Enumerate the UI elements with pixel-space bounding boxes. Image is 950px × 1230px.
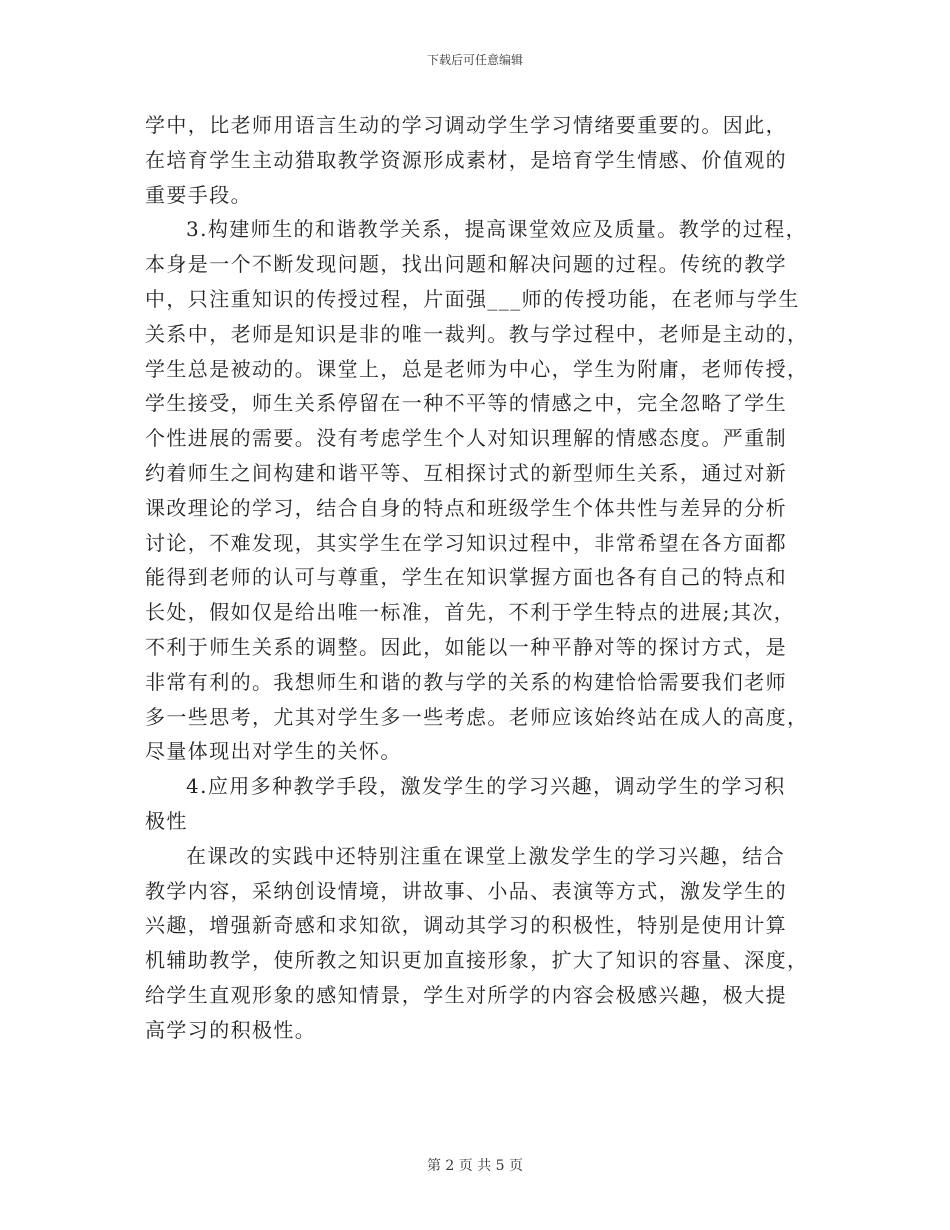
text-line: 关系中，老师是知识是非的唯一裁判。教与学过程中，老师是主动的， xyxy=(145,321,809,346)
text-line: 重要手段。 xyxy=(145,182,252,207)
text-line: 学生总是被动的。课堂上，总是老师为中心，学生为附庸，老师传授， xyxy=(145,356,809,381)
text-line: 课改理论的学习，结合自身的特点和班级学生个体共性与差异的分析 xyxy=(145,495,787,520)
text-line: 长处，假如仅是给出唯一标准，首先，不利于学生特点的进展;其次， xyxy=(145,600,796,625)
text-line: 兴趣，增强新奇感和求知欲，调动其学习的积极性，特别是使用计算 xyxy=(145,913,787,938)
page-footer: 第 2 页 共 5 页 xyxy=(426,1158,524,1174)
text-line: 约着师生之间构建和谐平等、互相探讨式的新型师生关系，通过对新 xyxy=(145,460,787,485)
text-line: 给学生直观形象的感知情景，学生对所学的内容会极感兴趣，极大提 xyxy=(145,982,787,1007)
text-line: 非常有利的。我想师生和谐的教与学的关系的构建恰恰需要我们老师 xyxy=(145,669,787,694)
text-line: 3.构建师生的和谐教学关系，提高课堂效应及质量。教学的过程， xyxy=(186,217,808,242)
text-line: 能得到老师的认可与尊重，学生在知识掌握方面也各有自己的特点和 xyxy=(145,565,787,590)
text-line: 尽量体现出对学生的关怀。 xyxy=(145,739,402,764)
text-line: 本身是一个不断发现问题，找出问题和解决问题的过程。传统的教学 xyxy=(145,252,787,277)
text-line: 中，只注重知识的传授过程，片面强___师的传授功能，在老师与学生 xyxy=(145,286,800,311)
text-line: 极性 xyxy=(145,808,188,833)
text-line: 学中，比老师用语言生动的学习调动学生学习情绪要重要的。因此， xyxy=(145,113,787,137)
text-line: 不利于师生关系的调整。因此，如能以一种平静对等的探讨方式，是 xyxy=(145,634,787,659)
text-line: 在课改的实践中还特别注重在课堂上激发学生的学习兴趣，结合 xyxy=(186,843,786,868)
text-line: 个性进展的需要。没有考虑学生个人对知识理解的情感态度。严重制 xyxy=(145,426,787,451)
text-line: 学生接受，师生关系停留在一种不平等的情感之中，完全忽略了学生 xyxy=(145,391,787,416)
text-line: 讨论，不难发现，其实学生在学习知识过程中，非常希望在各方面都 xyxy=(145,530,787,555)
text-line: 机辅助教学，使所教之知识更加直接形象，扩大了知识的容量、深度， xyxy=(145,948,809,973)
document-body xyxy=(145,108,815,1048)
page-header: 下载后可任意编辑 xyxy=(426,53,523,67)
text-line: 高学习的积极性。 xyxy=(145,1017,317,1042)
text-line: 多一些思考，尤其对学生多一些考虑。老师应该始终站在成人的高度， xyxy=(145,704,809,729)
text-line: 在培育学生主动猎取教学资源形成素材，是培育学生情感、价值观的 xyxy=(145,147,787,172)
text-line: 4.应用多种教学手段，激发学生的学习兴趣，调动学生的学习积 xyxy=(186,774,786,799)
text-line: 教学内容，采纳创设情境，讲故事、小品、表演等方式，激发学生的 xyxy=(145,878,787,903)
